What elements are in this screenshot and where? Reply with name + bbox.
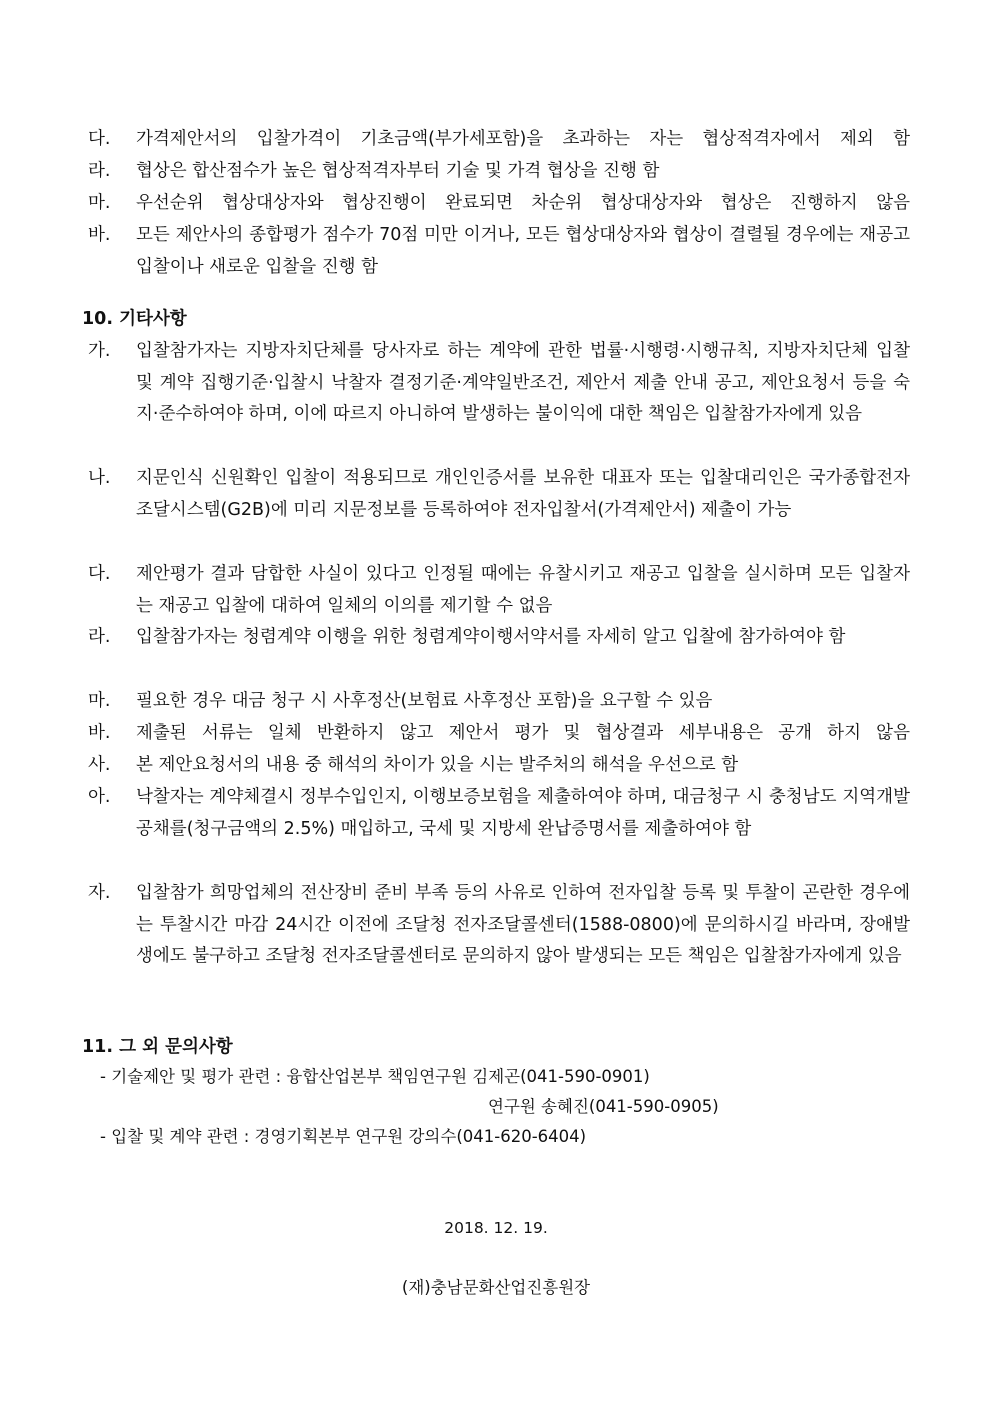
- item-marker: 라.: [88, 161, 111, 181]
- item-text: 가격제안서의 입찰가격이 기초금액(부가세포함)을 초과하는 자는 협상적격자에서 제외 함: [136, 129, 910, 149]
- item-text: 입찰참가자는 청렴계약 이행을 위한 청렴계약이행서약서를 자세히 알고 입찰에 참가하여야 함: [136, 627, 846, 647]
- list-item: [88, 686, 910, 718]
- list-item: [88, 220, 910, 283]
- list-item: [88, 156, 910, 188]
- item-text: 모든 제안사의 종합평가 점수가 70점 미만 이거나, 모든 협상대상자와 협상이 결렬될 경우에는 재공고입찰이나 새로운 입찰을 진행 함: [136, 225, 910, 277]
- item-marker: 아.: [88, 787, 111, 807]
- item-text: 입찰참가자는 지방자치단체를 당사자로 하는 계약에 관한 법률·시행령·시행규칙, 지방자치단체 입찰 및 계약 집행기준·입찰시 낙찰자 결정기준·계약일반조건, 제안서 제출 안내 공고, 제안요청서 등을 숙지·준수하여야 하며, 이에 따르지 아니하여 발생하는 불이익에 대한 책임은 입찰참가자에게 있음: [136, 341, 910, 424]
- item-text: 낙찰자는 계약체결시 정부수입인지, 이행보증보험을 제출하여야 하며, 대금청구 시 충청남도 지역개발공채를(청구금액의 2.5%) 매입하고, 국세 및 지방세 완납증명서를 제출하여야 함: [136, 787, 910, 839]
- item-text: 필요한 경우 대금 청구 시 사후정산(보험료 사후정산 포함)을 요구할 수 있음: [136, 691, 713, 711]
- item-marker: 라.: [88, 627, 111, 647]
- item-marker: 자.: [88, 883, 111, 903]
- item-marker: 바.: [88, 723, 111, 743]
- list-item: [88, 750, 910, 782]
- list-item: [88, 718, 910, 750]
- item-marker: 바.: [88, 225, 111, 245]
- item-marker: 마.: [88, 691, 111, 711]
- item-text: 제출된 서류는 일체 반환하지 않고 제안서 평가 및 협상결과 세부내용은 공개 하지 않음: [136, 723, 910, 743]
- list-item: [88, 463, 910, 526]
- item-marker: 다.: [88, 129, 111, 149]
- item-text: 지문인식 신원확인 입찰이 적용되므로 개인인증서를 보유한 대표자 또는 입찰대리인은 국가종합전자조달시스템(G2B)에 미리 지문정보를 등록하여야 전자입찰서(가격제안서) 제출이 가능: [136, 468, 910, 520]
- item-marker: 가.: [88, 341, 111, 361]
- list-item: [88, 559, 910, 622]
- item-text: 우선순위 협상대상자와 협상진행이 완료되면 차순위 협상대상자와 협상은 진행하지 않음: [136, 193, 910, 213]
- item-marker: 나.: [88, 468, 111, 488]
- section-heading: 10. 기타사항: [82, 309, 187, 329]
- item-marker: 사.: [88, 755, 111, 775]
- contact-line-bid: - 입찰 및 계약 관련 : 경영기획본부 연구원 강의수(041-620-6404): [100, 1127, 587, 1146]
- issuer-name: (재)충남문화산업진흥원장: [401, 1278, 591, 1297]
- item-marker: 마.: [88, 193, 111, 213]
- item-marker: 다.: [88, 564, 111, 584]
- item-text: 입찰참가 희망업체의 전산장비 준비 부족 등의 사유로 인하여 전자입찰 등록 및 투찰이 곤란한 경우에는 투찰시간 마감 24시간 이전에 조달청 전자조달콜센터(1588-0800)에 문의하시길 바라며, 장애발생에도 불구하고 조달청 전자조달콜센터로 문의하지 않아 발생되는 모든 책임은 입찰참가자에게 있음: [136, 883, 910, 966]
- list-item: [88, 782, 910, 845]
- list-item: [88, 124, 910, 156]
- list-item: [88, 188, 910, 220]
- document-date: 2018. 12. 19.: [444, 1219, 548, 1237]
- item-text: 본 제안요청서의 내용 중 해석의 차이가 있을 시는 발주처의 해석을 우선으로 함: [136, 755, 739, 775]
- list-item: [88, 622, 910, 654]
- section-heading: 11. 그 외 문의사항: [82, 1037, 233, 1057]
- list-item: [88, 336, 910, 431]
- contact-line-tech: - 기술제안 및 평가 관련 : 융합산업본부 책임연구원 김제곤(041-590-0901): [100, 1067, 650, 1086]
- list-item: [88, 878, 910, 973]
- contact-line-tech-2: 연구원 송혜진(041-590-0905): [488, 1097, 719, 1116]
- item-text: 제안평가 결과 담합한 사실이 있다고 인정될 때에는 유찰시키고 재공고 입찰을 실시하며 모든 입찰자는 재공고 입찰에 대하여 일체의 이의를 제기할 수 없음: [136, 564, 910, 616]
- item-text: 협상은 합산점수가 높은 협상적격자부터 기술 및 가격 협상을 진행 함: [136, 161, 660, 181]
